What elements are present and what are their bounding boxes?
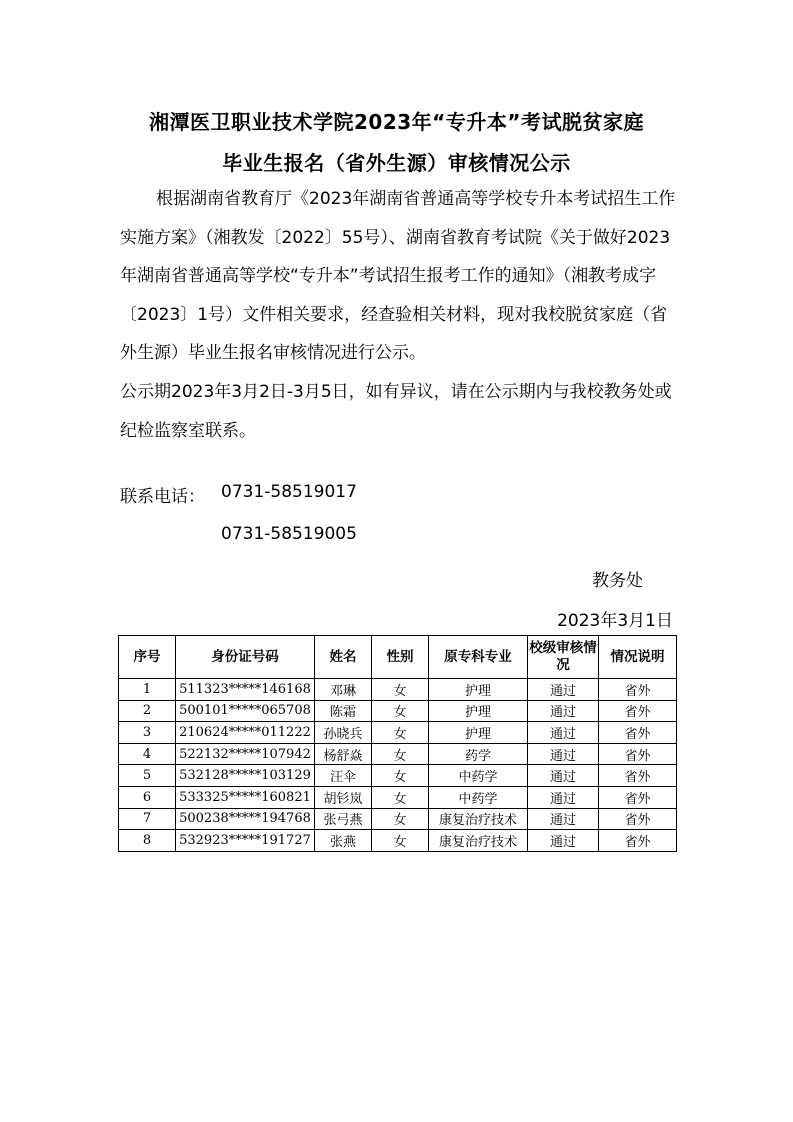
- cell-remarks: 省外: [599, 808, 677, 830]
- cell-gender: 女: [372, 765, 429, 787]
- cell-id-number: 500238*****194768: [176, 808, 315, 830]
- cell-remarks: 省外: [599, 679, 677, 701]
- cell-id-number: 511323*****146168: [176, 679, 315, 701]
- cell-name: 张燕: [315, 830, 372, 852]
- table-row: [119, 830, 677, 852]
- issuer-signature: 教务处: [592, 571, 643, 591]
- body-paragraph-basis: 根据湖南省教育厅《2023年湖南省普通高等学校专升本考试招生工作实施方案》（湘教发〔2022〕55号）、湖南省教育考试院《关于做好2023年湖南省普通高等学校“专升本”考试招生报考工作的通知》（湘教考成字〔2023〕1号）文件相关要求，经查验相关材料，现对我校脱贫家庭（省外生源）毕业生报名审核情况进行公示。: [120, 189, 676, 364]
- review-results-table: [118, 635, 677, 852]
- header-gender: 性别: [372, 636, 429, 679]
- cell-gender: 女: [372, 722, 429, 744]
- contact-phone-2: 0731-58519005: [221, 524, 357, 544]
- cell-remarks: 省外: [599, 765, 677, 787]
- cell-original-major: 中药学: [429, 765, 528, 787]
- cell-index: 1: [119, 679, 176, 701]
- cell-index: 2: [119, 700, 176, 722]
- body-paragraph-period: 公示期2023年3月2日-3月5日，如有异议，请在公示期内与我校教务处或纪检监察室联系。: [120, 381, 672, 441]
- cell-remarks: 省外: [599, 786, 677, 808]
- table-header-row: [119, 636, 677, 679]
- cell-index: 6: [119, 786, 176, 808]
- document-body: [120, 180, 680, 450]
- cell-review-status: 通过: [528, 808, 599, 830]
- cell-index: 5: [119, 765, 176, 787]
- cell-review-status: 通过: [528, 722, 599, 744]
- cell-name: 杨舒焱: [315, 743, 372, 765]
- document-title-line-2: 毕业生报名（省外生源）审核情况公示: [222, 151, 571, 175]
- cell-id-number: 210624*****011222: [176, 722, 315, 744]
- cell-gender: 女: [372, 786, 429, 808]
- table-row: [119, 765, 677, 787]
- cell-gender: 女: [372, 808, 429, 830]
- table-row: [119, 700, 677, 722]
- header-name: 姓名: [315, 636, 372, 679]
- cell-gender: 女: [372, 679, 429, 701]
- table-row: [119, 786, 677, 808]
- cell-remarks: 省外: [599, 700, 677, 722]
- cell-remarks: 省外: [599, 743, 677, 765]
- cell-gender: 女: [372, 700, 429, 722]
- cell-gender: 女: [372, 743, 429, 765]
- header-id-number: 身份证号码: [176, 636, 315, 679]
- cell-name: 胡钐岚: [315, 786, 372, 808]
- cell-original-major: 药学: [429, 743, 528, 765]
- header-remarks: 情况说明: [599, 636, 677, 679]
- cell-review-status: 通过: [528, 679, 599, 701]
- cell-index: 7: [119, 808, 176, 830]
- header-original-major: 原专科专业: [429, 636, 528, 679]
- cell-review-status: 通过: [528, 830, 599, 852]
- cell-name: 汪伞: [315, 765, 372, 787]
- cell-name: 张弓燕: [315, 808, 372, 830]
- table-row: [119, 743, 677, 765]
- cell-review-status: 通过: [528, 786, 599, 808]
- cell-index: 8: [119, 830, 176, 852]
- document-title-line-1: 湘潭医卫职业技术学院2023年“专升本”考试脱贫家庭: [149, 110, 644, 134]
- cell-remarks: 省外: [599, 722, 677, 744]
- cell-review-status: 通过: [528, 743, 599, 765]
- header-index: 序号: [119, 636, 176, 679]
- table-row: [119, 808, 677, 830]
- cell-id-number: 522132*****107942: [176, 743, 315, 765]
- cell-id-number: 532128*****103129: [176, 765, 315, 787]
- cell-review-status: 通过: [528, 765, 599, 787]
- cell-name: 邓琳: [315, 679, 372, 701]
- header-review-status: 校级审核情况: [528, 636, 599, 679]
- cell-remarks: 省外: [599, 830, 677, 852]
- contact-phone-1: 0731-58519017: [221, 482, 357, 502]
- cell-name: 陈霜: [315, 700, 372, 722]
- cell-name: 孙晓兵: [315, 722, 372, 744]
- cell-id-number: 533325*****160821: [176, 786, 315, 808]
- cell-original-major: 护理: [429, 679, 528, 701]
- cell-review-status: 通过: [528, 700, 599, 722]
- cell-gender: 女: [372, 830, 429, 852]
- cell-index: 4: [119, 743, 176, 765]
- cell-original-major: 护理: [429, 722, 528, 744]
- cell-original-major: 中药学: [429, 786, 528, 808]
- table-row: [119, 679, 677, 701]
- cell-id-number: 532923*****191727: [176, 830, 315, 852]
- cell-index: 3: [119, 722, 176, 744]
- cell-original-major: 康复治疗技术: [429, 808, 528, 830]
- issue-date: 2023年3月1日: [557, 611, 673, 631]
- contact-phone-label: 联系电话：: [120, 487, 205, 507]
- cell-id-number: 500101*****065708: [176, 700, 315, 722]
- table-row: [119, 722, 677, 744]
- cell-original-major: 康复治疗技术: [429, 830, 528, 852]
- cell-original-major: 护理: [429, 700, 528, 722]
